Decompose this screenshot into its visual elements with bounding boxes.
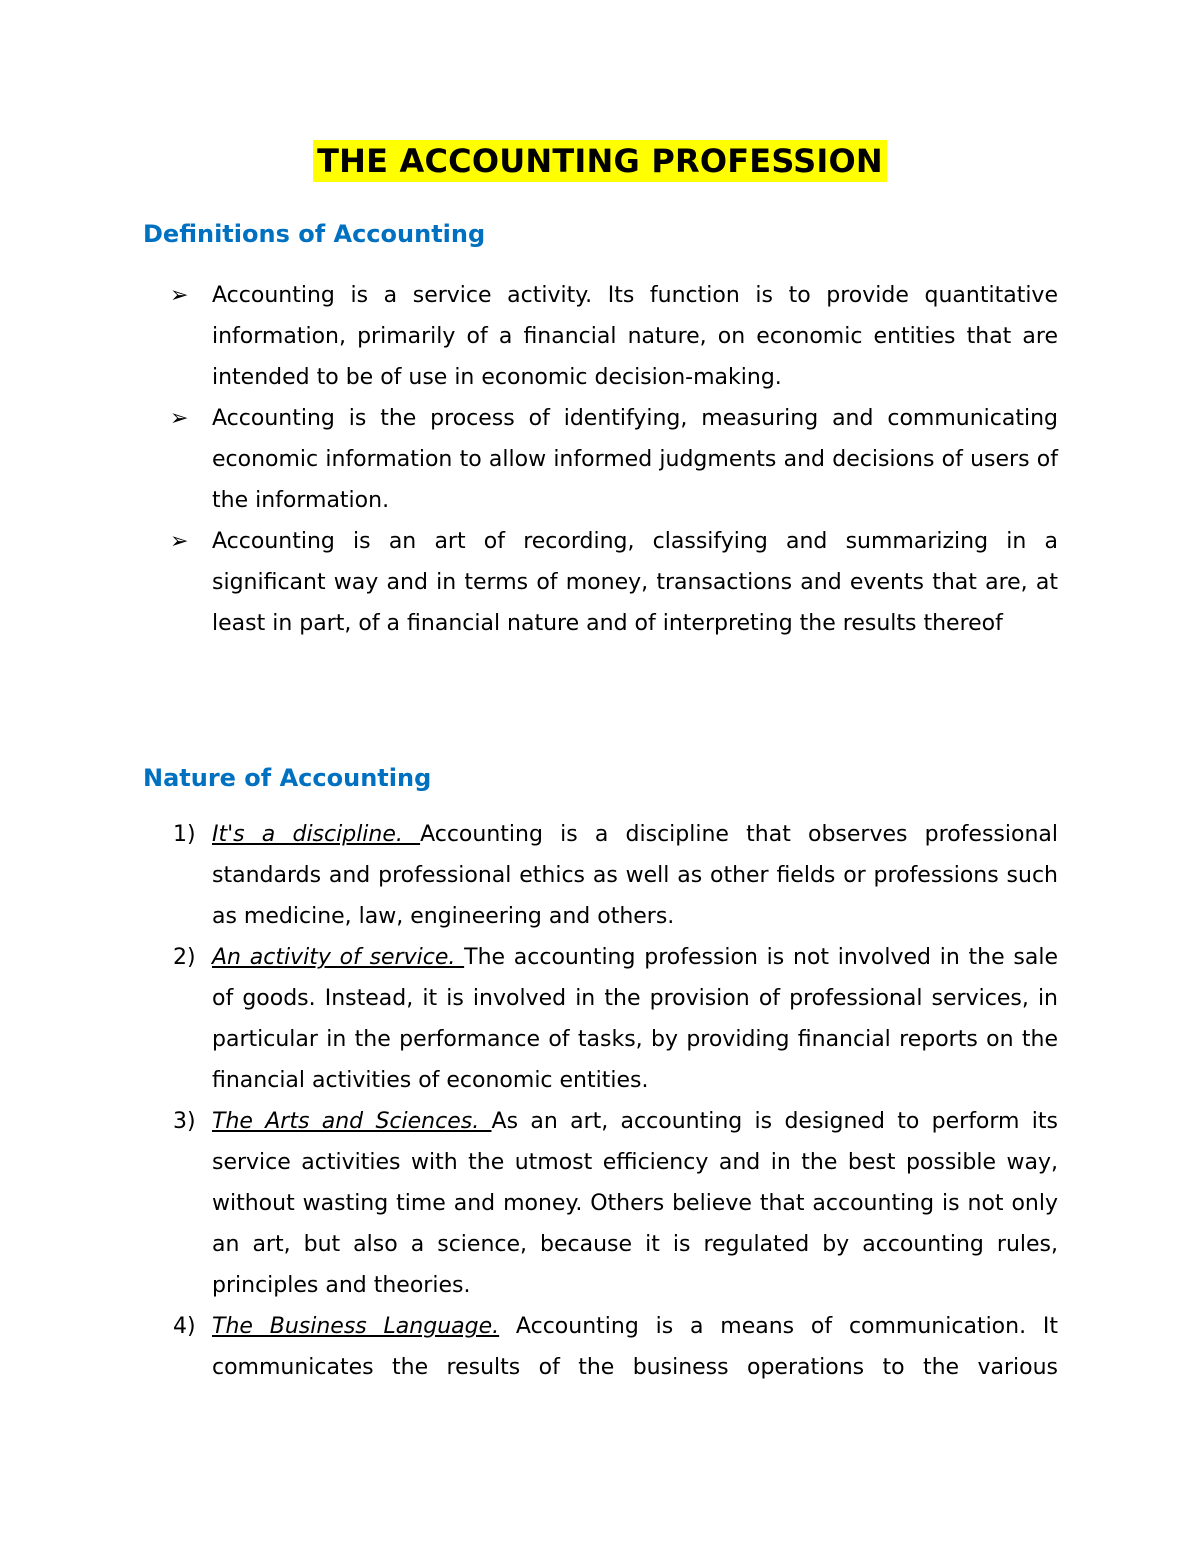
nature-body: The accounting profession is not involved in the sale of goods. Instead, it is involved in the provision of professional services, in particular in the performance of tasks, by providing financial reports on the financial activities of economic entities.: [212, 945, 1058, 1093]
definition-text: Accounting is the process of identifying, measuring and communicating economic information to allow informed judgments and decisions of users of the information.: [212, 406, 1058, 513]
nature-text: [212, 1306, 1058, 1388]
list-item: [0, 521, 1200, 644]
list-number: 2): [173, 945, 196, 970]
list-number: 4): [173, 1314, 196, 1339]
nature-body: Accounting is a means of communication. It communicates the results of the business operations to the various: [212, 1314, 1059, 1380]
list-item: [0, 398, 1200, 521]
nature-lead: An activity of service.: [212, 945, 465, 970]
nature-body: As an art, accounting is designed to perform its service activities with the utmost efficiency and in the best possible way, without wasting time and money. Others believe that accounting is not only an art, but also a science, because it is regulated by accounting rules, principles and theories.: [212, 1109, 1059, 1298]
nature-text: [212, 814, 1058, 937]
document-title: THE ACCOUNTING PROFESSION: [313, 140, 887, 182]
nature-body: Accounting is a discipline that observes professional standards and professional ethics as well as other fields or professions such as medicine, law, engineering and others.: [212, 822, 1058, 929]
arrowhead-bullet-icon: ➢: [170, 529, 189, 554]
definition-text: Accounting is a service activity. Its function is to provide quantitative information, primarily of a financial nature, on economic entities that are intended to be of use in economic decision-making.: [212, 283, 1058, 390]
nature-lead: The Business Language.: [212, 1314, 500, 1339]
list-number: 1): [173, 822, 196, 847]
nature-text: [212, 1101, 1058, 1306]
nature-lead: The Arts and Sciences.: [212, 1109, 492, 1134]
definitions-heading: Definitions of Accounting: [143, 220, 486, 248]
list-item: [0, 275, 1200, 398]
arrowhead-bullet-icon: ➢: [170, 406, 189, 431]
list-number: 3): [173, 1109, 196, 1134]
definitions-list: [0, 275, 1200, 644]
title-wrap: [0, 140, 1200, 182]
nature-heading: Nature of Accounting: [143, 764, 432, 792]
nature-list: [0, 814, 1200, 1388]
nature-lead: It's a discipline.: [212, 822, 421, 847]
definition-text: Accounting is an art of recording, classifying and summarizing in a significant way and in terms of money, transactions and events that are, at least in part, of a financial nature and of interpreting the results thereof: [212, 529, 1058, 636]
list-item: [0, 1101, 1200, 1306]
nature-text: [212, 937, 1058, 1101]
list-item: [0, 1306, 1200, 1388]
arrowhead-bullet-icon: ➢: [170, 283, 189, 308]
list-item: [0, 937, 1200, 1101]
list-item: [0, 814, 1200, 937]
